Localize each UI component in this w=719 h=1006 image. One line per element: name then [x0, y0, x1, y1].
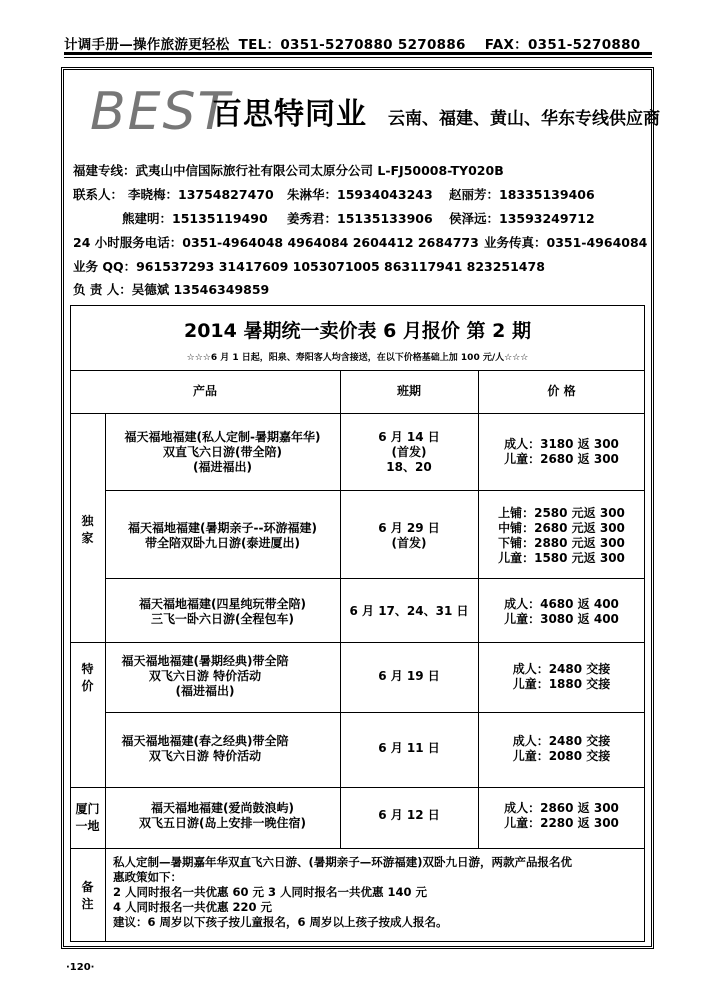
remarks [113, 855, 641, 930]
remark-line: 4 人同时报名一共优惠 220 元 [113, 900, 273, 914]
product-line: (福进福出) [193, 460, 252, 474]
company-line: 福建专线：武夷山中信国际旅行社有限公司太原分公司 L-FJ50008-TY020B [73, 163, 504, 178]
date-line: 6 月 11 日 [378, 741, 440, 755]
row-divider [70, 642, 645, 643]
contacts-row-1 [73, 185, 653, 201]
header-price: 价 格 [547, 384, 576, 398]
header-date: 班期 [396, 384, 421, 398]
product-line: 双飞五日游(岛上安排一晚住宿) [139, 816, 306, 830]
group-label-exclusive: 独 家 [81, 514, 94, 545]
brand-slogan: 云南、福建、黄山、华东专线供应商 [388, 109, 660, 129]
product-line: 福天福地福建(四星纯玩带全陪) [139, 597, 306, 611]
brand-name: 百思特同业 [212, 97, 367, 132]
price-line: 儿童：2280 返 300 [504, 816, 619, 830]
row-divider [105, 578, 645, 579]
contacts-row-2 [73, 209, 653, 225]
price-line: 成人：2480 交接 [512, 662, 611, 676]
product-line: 带全陪双卧九日游(泰进厦出) [145, 536, 300, 550]
row-divider [70, 787, 645, 788]
best-logo: BEST [90, 82, 232, 142]
product-line: 双飞六日游 特价活动 [148, 669, 262, 683]
table-title: 2014 暑期统一卖价表 6 月报价 第 2 期 [183, 320, 531, 342]
date-line: (首发) [391, 536, 427, 550]
product-line: (福进福出) [175, 684, 235, 698]
table-row-product [105, 654, 305, 699]
date-line: 6 月 29 日 [378, 521, 440, 535]
price-line: 成人：2860 返 300 [504, 801, 619, 815]
price-line: 儿童：2680 返 300 [504, 452, 619, 466]
product-line: 双飞六日游 特价活动 [148, 749, 262, 763]
remark-line: 私人定制—暑期嘉年华双直飞六日游、(暑期亲子—环游福建)双卧九日游，两款产品报名优 [113, 855, 573, 869]
table-row-date [340, 521, 478, 551]
business-qq: 业务 QQ：961537293 31417609 1053071005 863117941 823251478 [73, 259, 545, 274]
page-number: ·120· [66, 962, 95, 973]
date-line: 18、20 [386, 460, 432, 474]
header-fax: FAX：0351-5270880 [484, 37, 641, 53]
table-row-product [105, 734, 305, 764]
table-row-date [340, 808, 478, 823]
product-line: 双直飞六日游(带全陪) [163, 445, 282, 459]
contact: 侯泽远：13593249712 [449, 211, 595, 226]
remark-line: 惠政策如下： [113, 870, 182, 884]
product-line: 三飞一卧六日游(全程包车) [151, 612, 294, 626]
date-line: 6 月 12 日 [378, 808, 440, 822]
table-row-product [105, 430, 340, 475]
product-line: 福天福地福建(暑期亲子--环游福建) [128, 521, 317, 535]
table-row-date [340, 669, 478, 684]
manager: 负 责 人：吴德斌 13546349859 [73, 282, 270, 297]
hotline-row [73, 233, 653, 249]
hotline: 24 小时服务电话：0351-4964048 4964084 2604412 2684773 [73, 235, 479, 250]
contact: 姜秀君：15135133906 [287, 211, 433, 226]
table-row-date [340, 604, 478, 619]
row-divider [70, 370, 645, 371]
row-divider [105, 712, 645, 713]
header-rule [64, 52, 652, 55]
product-line: 福天福地福建(春之经典)带全陪 [121, 734, 289, 748]
table-note: ☆☆☆6 月 1 日起，阳泉、寿阳客人均含接送，在以下价格基础上加 100 元/人☆☆☆ [186, 353, 529, 363]
table-row-date [340, 430, 478, 475]
contact: 赵丽芳：18335139406 [449, 187, 595, 202]
date-line: 6 月 14 日 [378, 430, 440, 444]
product-line: 福天福地福建(暑期经典)带全陪 [121, 654, 289, 668]
contact: 朱淋华：15934043243 [287, 187, 433, 202]
table-row-product [105, 801, 340, 831]
price-line: 成人：4680 返 400 [504, 597, 619, 611]
price-line: 下铺：2880 元返 300 [498, 536, 625, 550]
contact: 李晓梅：13754827470 [128, 187, 274, 202]
price-line: 儿童：2080 交接 [512, 749, 611, 763]
date-line: 6 月 17、24、31 日 [349, 604, 469, 618]
product-line: 福天福地福建(爱尚鼓浪屿) [151, 801, 294, 815]
table-row-price [478, 597, 645, 627]
table-row-price [478, 801, 645, 831]
table-row-product [105, 521, 340, 551]
price-line: 儿童：3080 返 400 [504, 612, 619, 626]
header-strip [64, 33, 652, 53]
row-divider [105, 490, 645, 491]
price-line: 成人：3180 返 300 [504, 437, 619, 451]
row-divider [70, 848, 645, 849]
date-line: (首发) [391, 445, 427, 459]
business-fax: 业务传真：0351-4964084 [484, 235, 648, 250]
price-line: 儿童：1880 交接 [512, 677, 611, 691]
date-line: 6 月 19 日 [378, 669, 440, 683]
table-row-price [478, 662, 645, 692]
table-row-product [105, 597, 340, 627]
row-divider [70, 413, 645, 414]
table-row-price [478, 437, 645, 467]
price-line: 儿童：1580 元返 300 [498, 551, 625, 565]
price-line: 上铺：2580 元返 300 [498, 506, 625, 520]
group-label-remarks: 备 注 [81, 880, 94, 911]
price-line: 中铺：2680 元返 300 [498, 521, 625, 535]
header-slogan: 计调手册—操作旅游更轻松 [64, 37, 230, 53]
header-rule-thin [64, 57, 652, 58]
table-row-date [340, 741, 478, 756]
contacts-label: 联系人： [73, 187, 124, 202]
group-label-xiamen: 厦门 一地 [75, 802, 100, 833]
product-line: 福天福地福建(私人定制-暑期嘉年华) [124, 430, 321, 444]
group-label-special: 特 价 [81, 662, 94, 693]
price-line: 成人：2480 交接 [512, 734, 611, 748]
remark-line: 2 人同时报名一共优惠 60 元 3 人同时报名一共优惠 140 元 [113, 885, 428, 899]
header-product: 产品 [192, 384, 217, 398]
remark-line: 建议：6 周岁以下孩子按儿童报名，6 周岁以上孩子按成人报名。 [113, 915, 448, 929]
table-row-price [478, 734, 645, 764]
header-tel: TEL：0351-5270880 5270886 [238, 37, 466, 53]
contact: 熊建明：15135119490 [122, 211, 268, 226]
table-row-price [478, 506, 645, 566]
